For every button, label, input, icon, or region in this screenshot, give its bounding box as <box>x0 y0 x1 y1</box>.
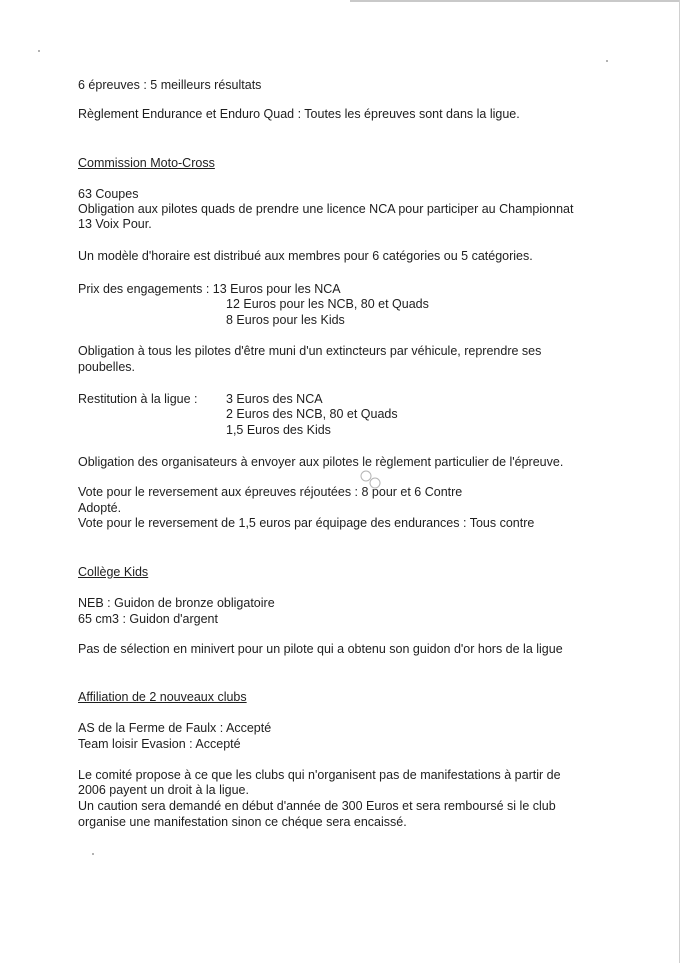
text-line: 65 cm3 : Guidon d'argent <box>78 612 218 626</box>
text-line: 13 Voix Pour. <box>78 217 152 231</box>
text-line: Un caution sera demandé en début d'année de 300 Euros et sera remboursé si le club <box>78 799 556 813</box>
text-line: 1,5 Euros des Kids <box>226 423 331 437</box>
section-heading-moto-cross: Commission Moto-Cross <box>78 156 215 170</box>
text-line: 8 Euros pour les Kids <box>226 313 345 327</box>
scan-top-edge <box>350 0 680 2</box>
text-line: Un modèle d'horaire est distribué aux membres pour 6 catégories ou 5 catégories. <box>78 249 533 263</box>
small-stamp-mark <box>358 469 384 491</box>
text-line: Le comité propose à ce que les clubs qui n'organisent pas de manifestations à partir de <box>78 768 561 782</box>
text-line: Team loisir Evasion : Accepté <box>78 737 241 751</box>
text-line: 12 Euros pour les NCB, 80 et Quads <box>226 297 429 311</box>
text-line: Vote pour le reversement de 1,5 euros par équipage des endurances : Tous contre <box>78 516 535 530</box>
text-line: 6 épreuves : 5 meilleurs résultats <box>78 78 262 92</box>
text-line: 2006 payent un droit à la ligue. <box>78 783 249 797</box>
text-line: Restitution à la ligue : <box>78 392 198 406</box>
scan-speck <box>92 853 94 855</box>
text-line: 63 Coupes <box>78 187 139 201</box>
text-line: Vote pour le reversement aux épreuves réjoutées : 8 pour et 6 Contre <box>78 485 463 499</box>
text-line: poubelles. <box>78 360 135 374</box>
text-line: Règlement Endurance et Enduro Quad : Toutes les épreuves sont dans la ligue. <box>78 107 520 121</box>
text-line: 3 Euros des NCA <box>226 392 323 406</box>
text-line: AS de la Ferme de Faulx : Accepté <box>78 721 272 735</box>
text-line: Adopté. <box>78 501 122 515</box>
text-line: Obligation aux pilotes quads de prendre une licence NCA pour participer au Championnat <box>78 202 574 216</box>
text-line: 2 Euros des NCB, 80 et Quads <box>226 407 398 421</box>
text-line: NEB : Guidon de bronze obligatoire <box>78 596 275 610</box>
text-line: Prix des engagements : 13 Euros pour les NCA <box>78 282 341 296</box>
text-line: Obligation des organisateurs à envoyer aux pilotes le règlement particulier de l'épreuve. <box>78 455 564 469</box>
text-line: Obligation à tous les pilotes d'être muni d'un extincteurs par véhicule, reprendre ses <box>78 344 542 358</box>
text-line: organise une manifestation sinon ce chéque sera encaissé. <box>78 815 407 829</box>
scan-speck <box>606 60 608 62</box>
section-heading-affiliation: Affiliation de 2 nouveaux clubs <box>78 690 247 704</box>
text-line: Pas de sélection en minivert pour un pilote qui a obtenu son guidon d'or hors de la ligue <box>78 642 563 656</box>
section-heading-college-kids: Collège Kids <box>78 565 149 579</box>
scan-speck <box>38 50 40 52</box>
